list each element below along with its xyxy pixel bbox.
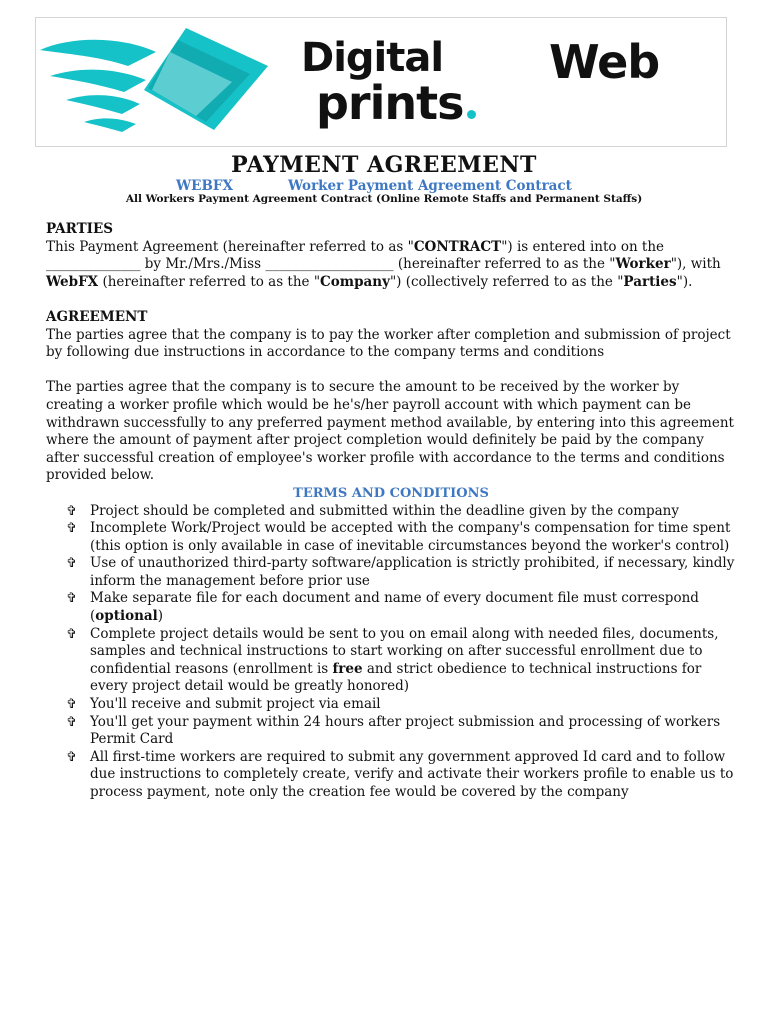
free-term: free (332, 660, 363, 677)
agreement-heading: AGREEMENT (46, 308, 148, 325)
cross-bullet-icon: ✞ (66, 503, 77, 519)
document-body (46, 221, 736, 802)
term-text-end: ) (157, 608, 164, 625)
paper-wing-icon (36, 18, 296, 148)
cross-bullet-icon: ✞ (66, 714, 77, 730)
term-text: You'll receive and submit project via email (90, 696, 381, 713)
term-text: Make separate file for each document and name of every document file must correspond ( (90, 590, 699, 625)
webfx-term: WebFX (46, 273, 99, 290)
logo-banner (35, 17, 727, 147)
document-title: PAYMENT AGREEMENT (231, 152, 537, 178)
list-item (46, 520, 736, 555)
logo-word-digital: Digital (301, 35, 444, 81)
optional-term: optional (95, 608, 158, 625)
list-item (46, 555, 736, 590)
cross-bullet-icon: ✞ (66, 591, 77, 607)
list-item (46, 626, 736, 696)
term-text: Use of unauthorized third-party software/application is strictly prohibited, if necessary, kindly inform the management before prior use (90, 555, 735, 589)
list-item (46, 503, 736, 521)
terms-list (46, 503, 736, 802)
parties-text-2: ") is entered into on the ______________ by Mr./Mrs./Miss ___________________ (hereinafter referred to as the " (46, 238, 665, 273)
parties-text-3: "), with (670, 256, 721, 273)
parties-term: Parties (623, 273, 677, 290)
list-item (46, 749, 736, 802)
logo-word-prints (316, 76, 476, 130)
contract-subtitle: Worker Payment Agreement Contract (288, 178, 572, 194)
terms-heading: TERMS AND CONDITIONS (293, 485, 489, 501)
agreement-paragraph-2: The parties agree that the company is to secure the amount to be received by the worker by creating a worker profile which would be he's/her payroll account with which payment can be withdrawn successfully to any preferred payment method available, by entering into this agreement where the amount of payment after project completion would definitely be paid by the company after successful creation of employee's worker profile with accordance to the terms and conditions provided below. (46, 379, 734, 484)
parties-text-4: (hereinafter referred to as the " (98, 273, 321, 290)
logo-prints-label: prints (316, 76, 464, 130)
parties-text-6: "). (676, 273, 693, 290)
contract-term: CONTRACT (413, 238, 502, 255)
parties-paragraph (46, 239, 736, 292)
term-text: You'll get your payment within 24 hours after project submission and processing of workers Permit Card (90, 713, 721, 748)
parties-text-1: This Payment Agreement (hereinafter referred to as " (46, 238, 414, 255)
term-text: Project should be completed and submitted within the deadline given by the company (90, 502, 680, 519)
contract-scope-line: All Workers Payment Agreement Contract (Online Remote Staffs and Permanent Staffs) (125, 193, 643, 205)
list-item (46, 696, 736, 714)
cross-bullet-icon: ✞ (66, 626, 77, 642)
parties-heading: PARTIES (46, 221, 114, 237)
list-item (46, 714, 736, 749)
agreement-paragraph-1: The parties agree that the company is to pay the worker after completion and submission of project by following due instructions in accordance to the company terms and conditions (46, 326, 731, 361)
company-name: WEBFX (176, 178, 233, 194)
parties-text-5: ") (collectively referred to as the " (389, 273, 624, 290)
cross-bullet-icon: ✞ (66, 521, 77, 537)
cross-bullet-icon: ✞ (66, 556, 77, 572)
term-text: Complete project details would be sent to you on email along with needed files, documents, samples and technical instructions to start working on after successful enrollment due to confidential reasons (enrollment is (90, 625, 719, 677)
logo-word-web: Web (549, 35, 660, 89)
term-text: Incomplete Work/Project would be accepted with the company's compensation for time spent (this option is only available in case of inevitable circumstances beyond the worker's control) (90, 520, 731, 554)
worker-term: Worker (615, 256, 671, 273)
term-text-end: and strict obedience to technical instructions for every project detail would be greatly honored) (90, 660, 702, 695)
cross-bullet-icon: ✞ (66, 697, 77, 713)
logo-dot (467, 110, 476, 119)
term-text: All first-time workers are required to submit any government approved Id card and to follow due instructions to completely create, verify and activate their workers profile to enable us to process payment, note only the creation fee would be covered by the company (90, 748, 734, 800)
list-item (46, 590, 736, 625)
cross-bullet-icon: ✞ (66, 749, 77, 765)
company-term: Company (320, 273, 390, 290)
